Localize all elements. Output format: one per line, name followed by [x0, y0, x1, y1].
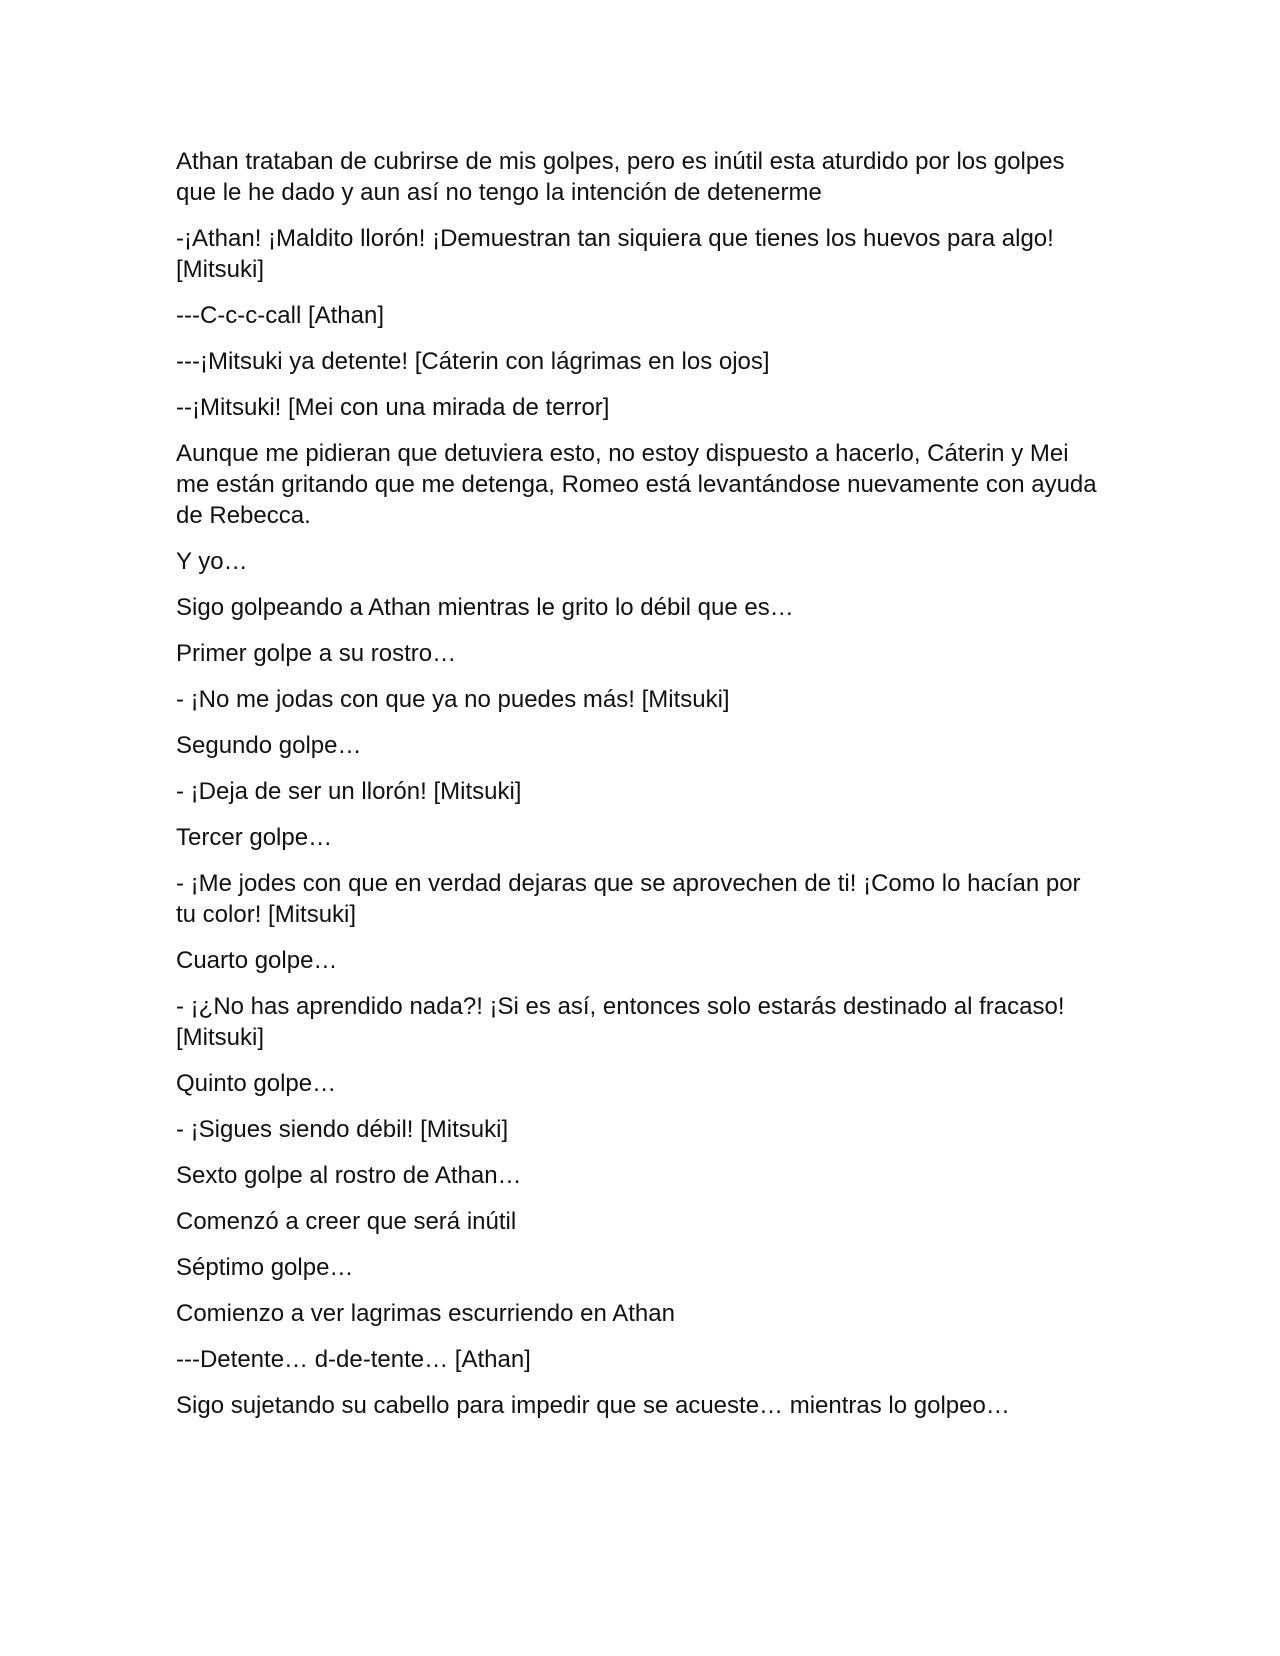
- paragraph: Athan trataban de cubrirse de mis golpes, pero es inútil esta aturdido por los golpes que le he dado y aun así no tengo la intención de detenerme: [176, 148, 1065, 206]
- paragraph: - ¡Me jodes con que en verdad dejaras que se aprovechen de ti! ¡Como lo hacían por tu color! [Mitsuki]: [176, 870, 1081, 928]
- paragraph: ---¡Mitsuki ya detente! [Cáterin con lágrimas en los ojos]: [176, 348, 770, 375]
- paragraph: Y yo…: [176, 548, 248, 575]
- paragraph: Primer golpe a su rostro…: [176, 640, 457, 667]
- paragraph: Comenzó a creer que será inútil: [176, 1208, 517, 1235]
- paragraph: Quinto golpe…: [176, 1070, 337, 1097]
- paragraph: Sigo golpeando a Athan mientras le grito lo débil que es…: [176, 594, 794, 621]
- paragraph: --¡Mitsuki! [Mei con una mirada de terror]: [176, 394, 610, 421]
- paragraph: - ¡Deja de ser un llorón! [Mitsuki]: [176, 778, 522, 805]
- paragraph: -¡Athan! ¡Maldito llorón! ¡Demuestran tan siquiera que tienes los huevos para algo! [Mitsuki]: [176, 225, 1054, 283]
- paragraph: Cuarto golpe…: [176, 947, 338, 974]
- paragraph: ---C-c-c-call [Athan]: [176, 302, 385, 329]
- paragraph: Comienzo a ver lagrimas escurriendo en Athan: [176, 1300, 675, 1327]
- paragraph: Séptimo golpe…: [176, 1254, 354, 1281]
- paragraph: Tercer golpe…: [176, 824, 333, 851]
- paragraph: ---Detente… d-de-tente… [Athan]: [176, 1346, 531, 1373]
- paragraph: - ¡Sigues siendo débil! [Mitsuki]: [176, 1116, 509, 1143]
- document-body: [176, 146, 1106, 1436]
- paragraph: Sigo sujetando su cabello para impedir que se acueste… mientras lo golpeo…: [176, 1392, 1010, 1419]
- paragraph: Aunque me pidieran que detuviera esto, no estoy dispuesto a hacerlo, Cáterin y Mei me están gritando que me detenga, Romeo está levantándose nuevamente con ayuda de Rebecca.: [176, 440, 1097, 529]
- paragraph: - ¡¿No has aprendido nada?! ¡Si es así, entonces solo estarás destinado al fracaso! [Mitsuki]: [176, 993, 1065, 1051]
- paragraph: Segundo golpe…: [176, 732, 362, 759]
- paragraph: - ¡No me jodas con que ya no puedes más! [Mitsuki]: [176, 686, 730, 713]
- paragraph: Sexto golpe al rostro de Athan…: [176, 1162, 522, 1189]
